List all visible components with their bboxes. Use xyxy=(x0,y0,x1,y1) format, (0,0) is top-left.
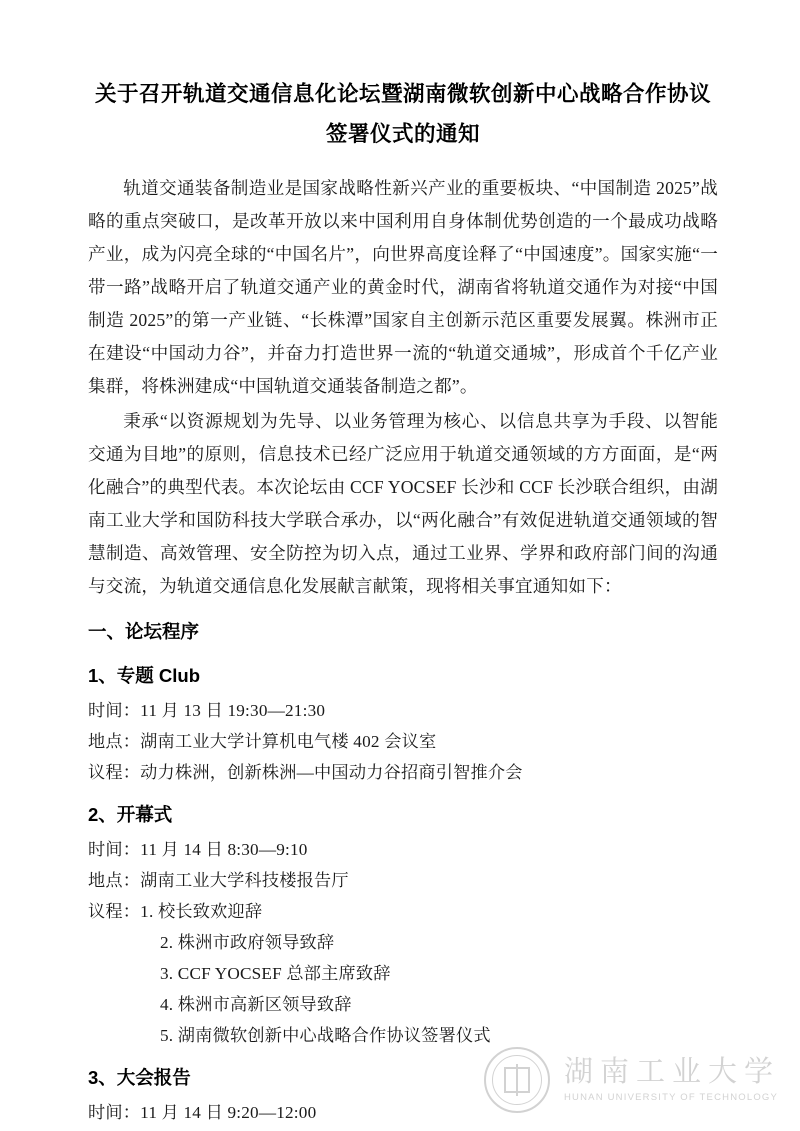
university-seal-icon xyxy=(484,1047,550,1113)
subheading-conference-report: 3、大会报告 xyxy=(88,1067,191,1088)
agenda-item: 3. CCF YOCSEF 总部主席致辞 xyxy=(160,964,391,983)
seal-inner-mark-icon xyxy=(504,1067,530,1093)
agenda-item: 4. 株洲市高新区领导致辞 xyxy=(160,995,352,1014)
opening-agenda-list xyxy=(88,896,718,1051)
university-logo xyxy=(484,1047,780,1113)
paragraph-2: 秉承“以资源规划为先导、以业务管理为核心、以信息共享为手段、以智能交通为目地”的原则，信息技术已经广泛应用于轨道交通领域的方方面面，是“两化融合”的典型代表。本次论坛由 CCF YOCSEF 长沙和 CCF 长沙联合组织，由湖南工业大学和国防科技大学联合承办，以“两化融合”有效促进轨道交通领域的智慧制造、高效管理、安全防控为切入点，通过工业界、学界和政府部门间的沟通与交流，为轨道交通信息化发展献言献策，现将相关事宜通知如下： xyxy=(88,411,718,596)
document-body xyxy=(88,74,718,1128)
university-name-cn: 湖南工业大学 xyxy=(563,1056,780,1089)
opening-location-line: 地点：湖南工业大学科技楼报告厅 xyxy=(88,871,349,890)
club-time-line: 时间：11 月 13 日 19:30—21:30 xyxy=(88,701,326,720)
report-time-line: 时间：11 月 14 日 9:20—12:00 xyxy=(88,1103,317,1122)
agenda-item: 2. 株洲市政府领导致辞 xyxy=(160,933,335,952)
university-logo-text xyxy=(564,1057,780,1102)
agenda-item: 议程：1. 校长致欢迎辞 xyxy=(88,902,263,921)
agenda-item: 5. 湖南微软创新中心战略合作协议签署仪式 xyxy=(160,1026,491,1045)
subheading-opening-ceremony: 2、开幕式 xyxy=(88,804,173,825)
club-location-line: 地点：湖南工业大学计算机电气楼 402 会议室 xyxy=(88,732,437,751)
subheading-topic-club: 1、专题 Club xyxy=(88,665,201,686)
section-heading-forum-program: 一、论坛程序 xyxy=(88,621,200,642)
club-agenda-line: 议程：动力株洲，创新株洲—中国动力谷招商引智推介会 xyxy=(88,763,523,782)
document-title: 关于召开轨道交通信息化论坛暨湖南微软创新中心战略合作协议签署仪式的通知 xyxy=(94,82,711,146)
paragraph-1: 轨道交通装备制造业是国家战略性新兴产业的重要板块、“中国制造 2025”战略的重点突破口，是改革开放以来中国利用自身体制优势创造的一个最成功战略产业，成为闪亮全球的“中国名片”，向世界高度诠释了“中国速度”。国家实施“一带一路”战略开启了轨道交通产业的黄金时代，湖南省将轨道交通作为对接“中国制造 2025”的第一产业链、“长株潭”国家自主创新示范区重要发展翼。株洲市正在建设“中国动力谷”，并奋力打造世界一流的“轨道交通城”，形成首个千亿产业集群，将株洲建成“中国轨道交通装备制造之都”。 xyxy=(88,178,718,396)
opening-time-line: 时间：11 月 14 日 8:30—9:10 xyxy=(88,840,308,859)
university-name-en: HUNAN UNIVERSITY OF TECHNOLOGY xyxy=(563,1091,779,1103)
